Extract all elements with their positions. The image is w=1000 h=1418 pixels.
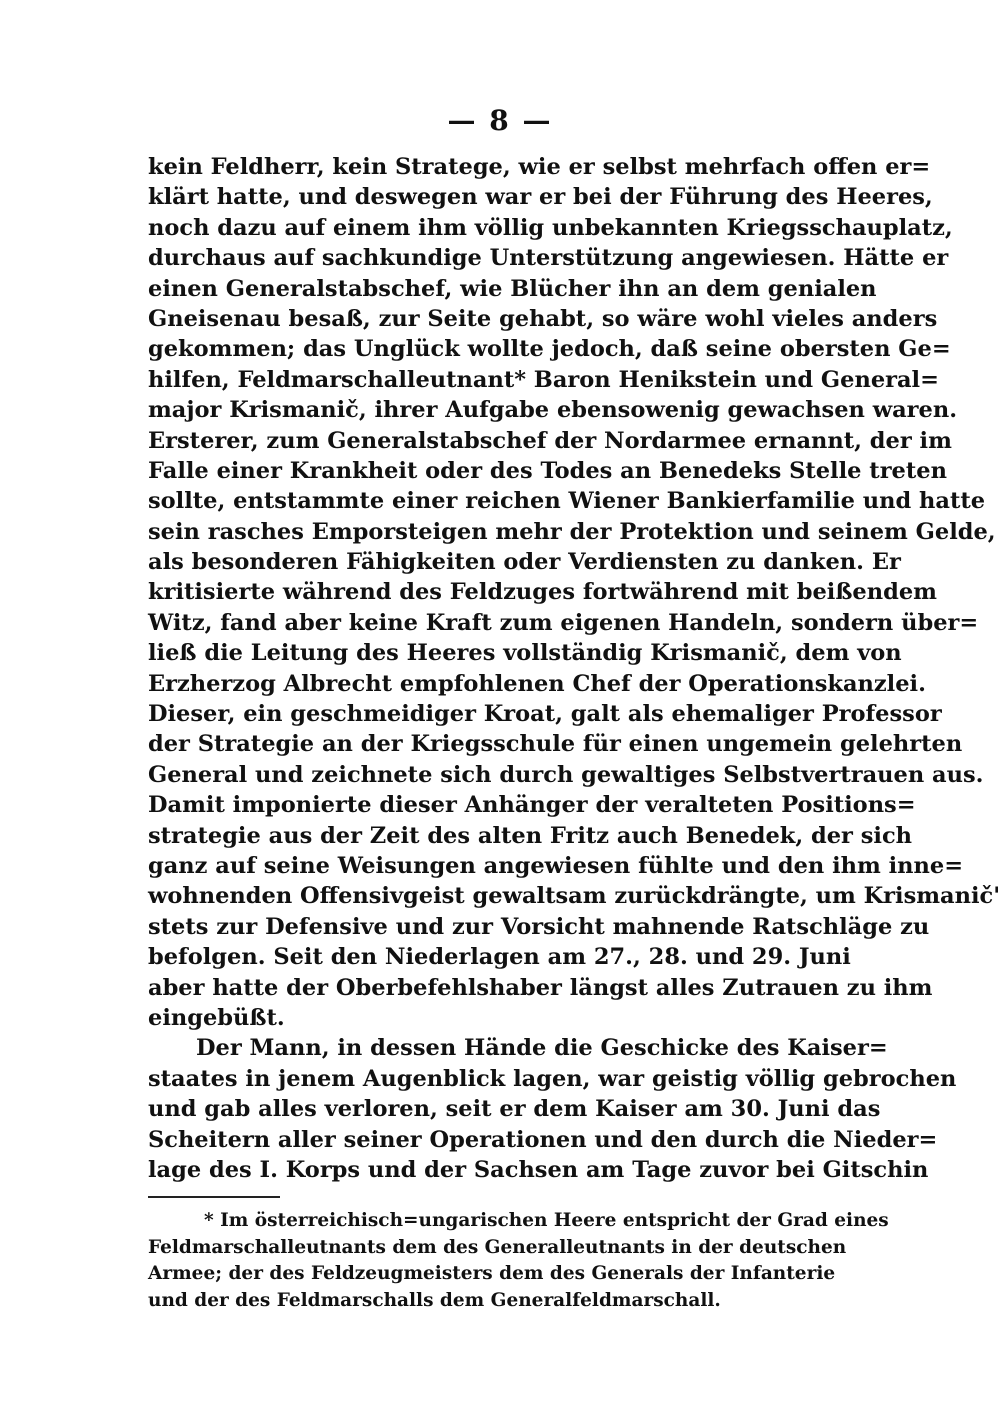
text-line: kritisierte während des Feldzuges fortwährend mit beißendem bbox=[148, 579, 937, 606]
text-line: Dieser, ein geschmeidiger Kroat, galt als ehemaliger Professor bbox=[148, 701, 942, 728]
body-text bbox=[148, 152, 1000, 1185]
text-line: stets zur Defensive und zur Vorsicht mahnende Ratschläge zu bbox=[148, 913, 930, 940]
text-line: staates in jenem Augenblick lagen, war geistig völlig gebrochen bbox=[148, 1065, 957, 1092]
text-line: ließ die Leitung des Heeres vollständig Krismanič, dem von bbox=[148, 640, 902, 667]
text-line: befolgen. Seit den Niederlagen am 27., 28. und 29. Juni bbox=[148, 944, 851, 971]
text-line: sollte, entstammte einer reichen Wiener Bankierfamilie und hatte bbox=[148, 488, 986, 515]
paragraph bbox=[148, 1033, 957, 1185]
text-line: einen Generalstabschef, wie Blücher ihn an dem genialen bbox=[148, 275, 877, 302]
text-line: eingebüßt. bbox=[148, 1004, 285, 1031]
text-line: Erzherzog Albrecht empfohlenen Chef der Operationskanzlei. bbox=[148, 670, 926, 697]
text-line: strategie aus der Zeit des alten Fritz auch Benedek, der sich bbox=[148, 822, 913, 849]
text-line: General und zeichnete sich durch gewaltiges Selbstvertrauen aus. bbox=[148, 761, 984, 788]
footnote bbox=[148, 1208, 889, 1314]
text-line: gekommen; das Unglück wollte jedoch, daß seine obersten Ge= bbox=[148, 336, 951, 363]
footnote-line: Feldmarschalleutnants dem des Generalleutnants in der deutschen bbox=[148, 1236, 847, 1258]
text-line: major Krismanič, ihrer Aufgabe ebensowenig gewachsen waren. bbox=[148, 397, 958, 424]
page-number: — 8 — bbox=[447, 104, 553, 137]
text-line: Ersterer, zum Generalstabschef der Nordarmee ernannt, der im bbox=[148, 427, 952, 454]
text-line: lage des I. Korps und der Sachsen am Tage zuvor bei Gitschin bbox=[148, 1156, 929, 1183]
text-line: und gab alles verloren, seit er dem Kaiser am 30. Juni das bbox=[148, 1096, 881, 1123]
text-line: wohnenden Offensivgeist gewaltsam zurückdrängte, um Krismanič' bbox=[148, 883, 1000, 910]
text-line: ganz auf seine Weisungen angewiesen fühlte und den ihm inne= bbox=[148, 852, 964, 879]
text-line: Damit imponierte dieser Anhänger der veralteten Positions= bbox=[148, 792, 916, 819]
text-line: Falle einer Krankheit oder des Todes an Benedeks Stelle treten bbox=[148, 457, 947, 484]
text-line: Witz, fand aber keine Kraft zum eigenen Handeln, sondern über= bbox=[148, 609, 979, 636]
footnote-divider bbox=[148, 1196, 280, 1198]
text-line: Scheitern aller seiner Operationen und den durch die Nieder= bbox=[148, 1126, 938, 1153]
text-line: Gneisenau besaß, zur Seite gehabt, so wäre wohl vieles anders bbox=[148, 305, 938, 332]
text-line: noch dazu auf einem ihm völlig unbekannten Kriegsschauplatz, bbox=[148, 214, 953, 241]
text-line: als besonderen Fähigkeiten oder Verdiensten zu danken. Er bbox=[148, 549, 901, 576]
text-line: Der Mann, in dessen Hände die Geschicke des Kaiser= bbox=[196, 1035, 888, 1062]
footnote-line: * Im österreichisch=ungarischen Heere entspricht der Grad eines bbox=[204, 1210, 889, 1231]
text-line: klärt hatte, und deswegen war er bei der Führung des Heeres, bbox=[148, 184, 933, 211]
footnote-line: und der des Feldmarschalls dem Generalfeldmarschall. bbox=[148, 1289, 721, 1311]
text-line: der Strategie an der Kriegsschule für einen ungemein gelehrten bbox=[148, 731, 963, 758]
text-line: aber hatte der Oberbefehlshaber längst alles Zutrauen zu ihm bbox=[148, 974, 933, 1001]
text-line: durchaus auf sachkundige Unterstützung angewiesen. Hätte er bbox=[148, 245, 949, 272]
text-line: hilfen, Feldmarschalleutnant* Baron Henikstein und General= bbox=[148, 366, 939, 393]
footnote-line: Armee; der des Feldzeugmeisters dem des Generals der Infanterie bbox=[148, 1263, 836, 1284]
text-line: sein rasches Emporsteigen mehr der Protektion und seinem Gelde, bbox=[148, 518, 996, 545]
text-line: kein Feldherr, kein Stratege, wie er selbst mehrfach offen er= bbox=[148, 154, 931, 180]
paragraph bbox=[148, 152, 1000, 1033]
